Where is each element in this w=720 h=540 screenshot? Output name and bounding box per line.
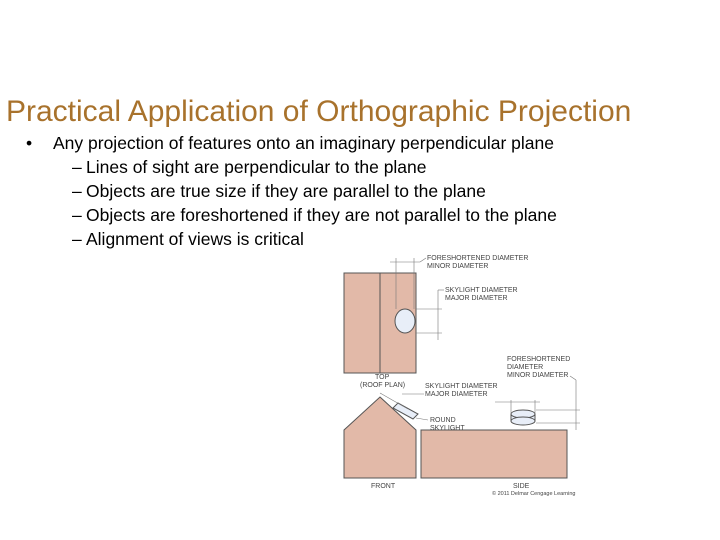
label-minor-diameter-2: MINOR DIAMETER <box>507 372 569 379</box>
bullet-text: Any projection of features onto an imaginary perpendicular plane <box>53 133 555 153</box>
sub-bullet-text: Objects are true size if they are parallel to the plane <box>86 181 486 201</box>
leader-line <box>416 418 428 420</box>
label-major-diameter-2: MAJOR DIAMETER <box>425 391 488 398</box>
bullet-marker: • <box>26 133 33 153</box>
label-front: FRONT <box>371 483 396 490</box>
label-skylight-diameter: SKYLIGHT DIAMETER <box>445 287 518 294</box>
label-skylight: SKYLIGHT <box>430 425 465 432</box>
side-view-rect <box>421 430 567 478</box>
label-foreshortened-diameter: FORESHORTENED DIAMETER <box>427 255 529 262</box>
label-roof-plan: (ROOF PLAN) <box>360 382 406 389</box>
sub-bullet-text: Alignment of views is critical <box>86 229 304 249</box>
label-major-diameter: MAJOR DIAMETER <box>445 295 508 302</box>
label-round: ROUND <box>430 417 456 424</box>
sub-bullet-marker: – <box>72 157 82 177</box>
label-minor-diameter: MINOR DIAMETER <box>427 263 489 270</box>
leader-line <box>570 376 576 380</box>
leader-line <box>420 258 426 262</box>
label-top: TOP <box>375 374 390 381</box>
side-skylight-bottom <box>511 417 535 425</box>
label-side: SIDE <box>513 483 530 490</box>
label-diameter-2: DIAMETER <box>507 364 544 371</box>
label-skylight-diameter-2: SKYLIGHT DIAMETER <box>425 383 498 390</box>
label-foreshortened-2: FORESHORTENED <box>507 356 571 363</box>
sub-bullet-marker: – <box>72 181 82 201</box>
copyright-text: © 2011 Delmar Cengage Learning <box>492 491 576 497</box>
top-view-skylight <box>395 309 415 333</box>
slide-title: Practical Application of Orthographic Projection <box>6 95 632 128</box>
sub-bullet-marker: – <box>72 229 82 249</box>
sub-bullet-marker: – <box>72 205 82 225</box>
sub-bullet-text: Objects are foreshortened if they are not parallel to the plane <box>86 205 557 225</box>
sub-bullet-text: Lines of sight are perpendicular to the plane <box>86 157 427 177</box>
